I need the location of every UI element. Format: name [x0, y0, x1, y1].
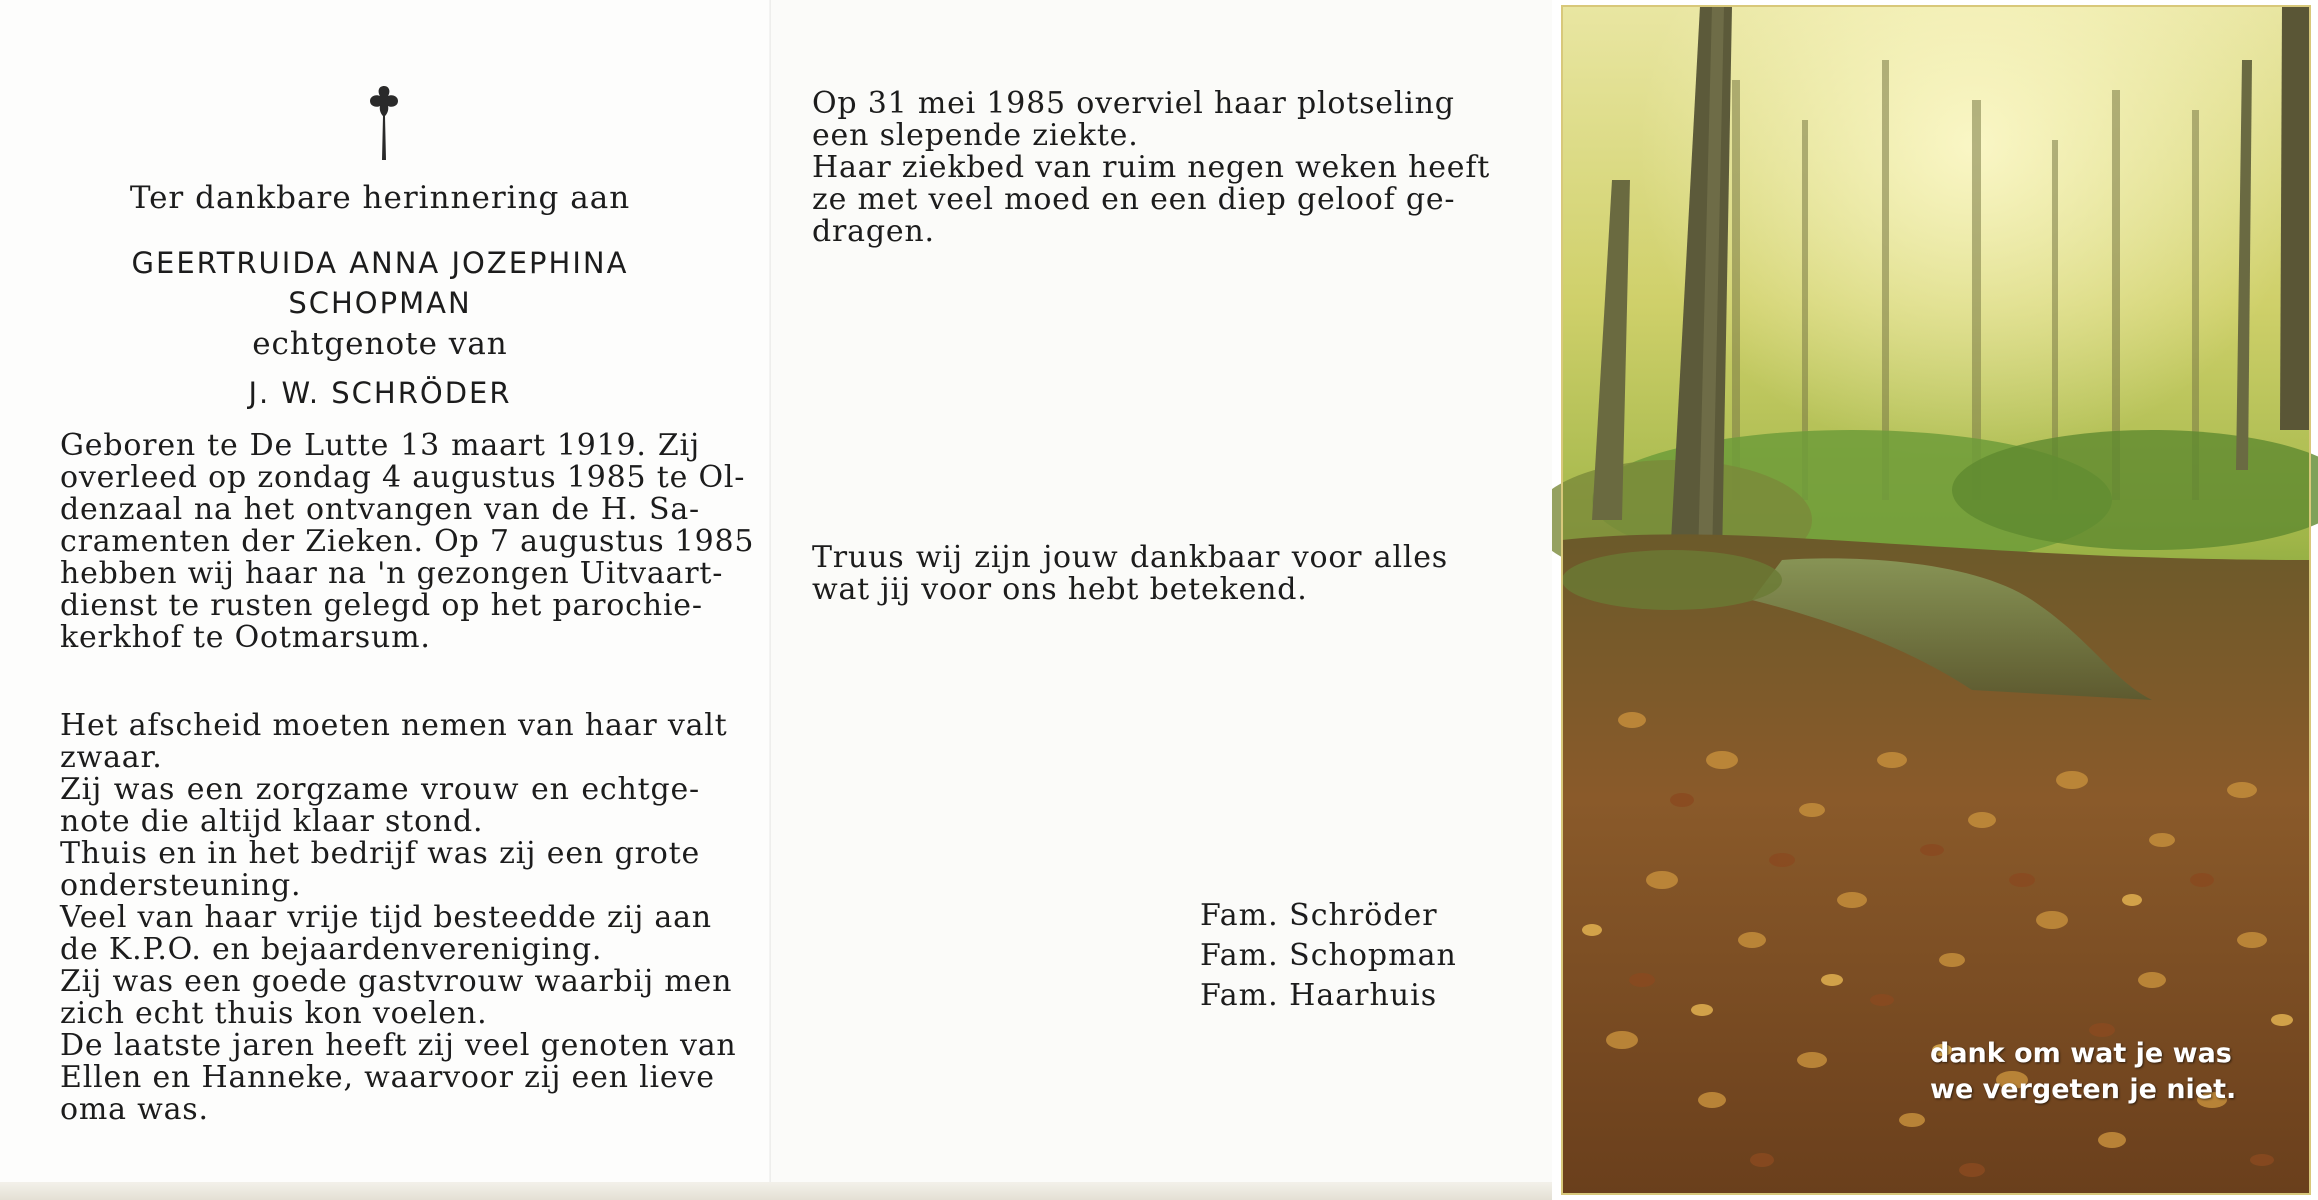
caption-line: dank om wat je was — [1930, 1038, 2232, 1069]
paragraph-line: Geboren te De Lutte 13 maart 1919. Zij — [60, 428, 700, 463]
forest-illustration — [1552, 0, 2318, 1200]
paragraph-line: Op 31 mei 1985 overviel haar plotseling — [812, 86, 1455, 121]
paragraph-line: denzaal na het ontvangen van de H. Sa- — [60, 492, 700, 527]
paragraph-line: Haar ziekbed van ruim negen weken heeft — [812, 150, 1491, 185]
illness-paragraph — [812, 86, 1491, 249]
family-name: Fam. Schopman — [1200, 938, 1457, 973]
paragraph-line: ze met veel moed en een diep geloof ge- — [812, 182, 1456, 217]
paragraph-line: Het afscheid moeten nemen van haar valt — [60, 708, 728, 743]
paragraph-line: cramenten der Zieken. Op 7 augustus 1985 — [60, 524, 755, 559]
family-name: Fam. Haarhuis — [1200, 978, 1438, 1013]
family-signatures — [1200, 896, 1457, 1016]
paragraph-line: zich echt thuis kon voelen. — [60, 996, 488, 1031]
family-name: Fam. Schröder — [1200, 898, 1438, 933]
paragraph-line: dragen. — [812, 214, 935, 249]
paragraph-line: Zij was een goede gastvrouw waarbij men — [60, 964, 733, 999]
deceased-name-line2: SCHOPMAN — [288, 286, 472, 320]
dedication: Ter dankbare herinnering aan — [129, 180, 631, 216]
paper-edge — [0, 1182, 1552, 1200]
relation-text: echtgenote van — [252, 326, 508, 362]
paragraph-line: een slepende ziekte. — [812, 118, 1139, 153]
paragraph-line: de K.P.O. en bejaardenvereniging. — [60, 932, 603, 967]
spouse-name: J. W. SCHRÖDER — [248, 376, 512, 410]
paragraph-line: wat jij voor ons hebt betekend. — [812, 572, 1308, 607]
memory-paragraph — [60, 708, 737, 1127]
fold-line — [769, 0, 771, 1190]
birth-death-paragraph — [60, 428, 755, 655]
paragraph-line: Truus wij zijn jouw dankbaar voor alles — [812, 540, 1448, 575]
paragraph-line: kerkhof te Ootmarsum. — [60, 620, 431, 655]
paragraph-line: De laatste jaren heeft zij veel genoten van — [60, 1028, 737, 1063]
forest-photo — [1552, 0, 2318, 1200]
paragraph-line: dienst te rusten gelegd op het parochie- — [60, 588, 703, 623]
paragraph-line: hebben wij haar na 'n gezongen Uitvaart- — [60, 556, 724, 591]
paragraph-line: Thuis en in het bedrijf was zij een grote — [60, 836, 700, 871]
paragraph-line: Zij was een zorgzame vrouw en echtge- — [60, 772, 700, 807]
cross-icon — [358, 82, 410, 164]
paragraph-line: zwaar. — [60, 740, 163, 775]
paragraph-line: Veel van haar vrije tijd besteedde zij aan — [60, 900, 712, 935]
paragraph-line: ondersteuning. — [60, 868, 302, 903]
thanks-paragraph — [812, 542, 1448, 606]
paragraph-line: Ellen en Hanneke, waarvoor zij een lieve — [60, 1060, 715, 1095]
paragraph-line: note die altijd klaar stond. — [60, 804, 484, 839]
paragraph-line: oma was. — [60, 1092, 209, 1127]
paragraph-line: overleed op zondag 4 augustus 1985 te Ol- — [60, 460, 746, 495]
deceased-name-line1: GEERTRUIDA ANNA JOZEPHINA — [131, 246, 629, 280]
photo-caption — [1930, 1036, 2236, 1108]
caption-line: we vergeten je niet. — [1930, 1074, 2237, 1105]
